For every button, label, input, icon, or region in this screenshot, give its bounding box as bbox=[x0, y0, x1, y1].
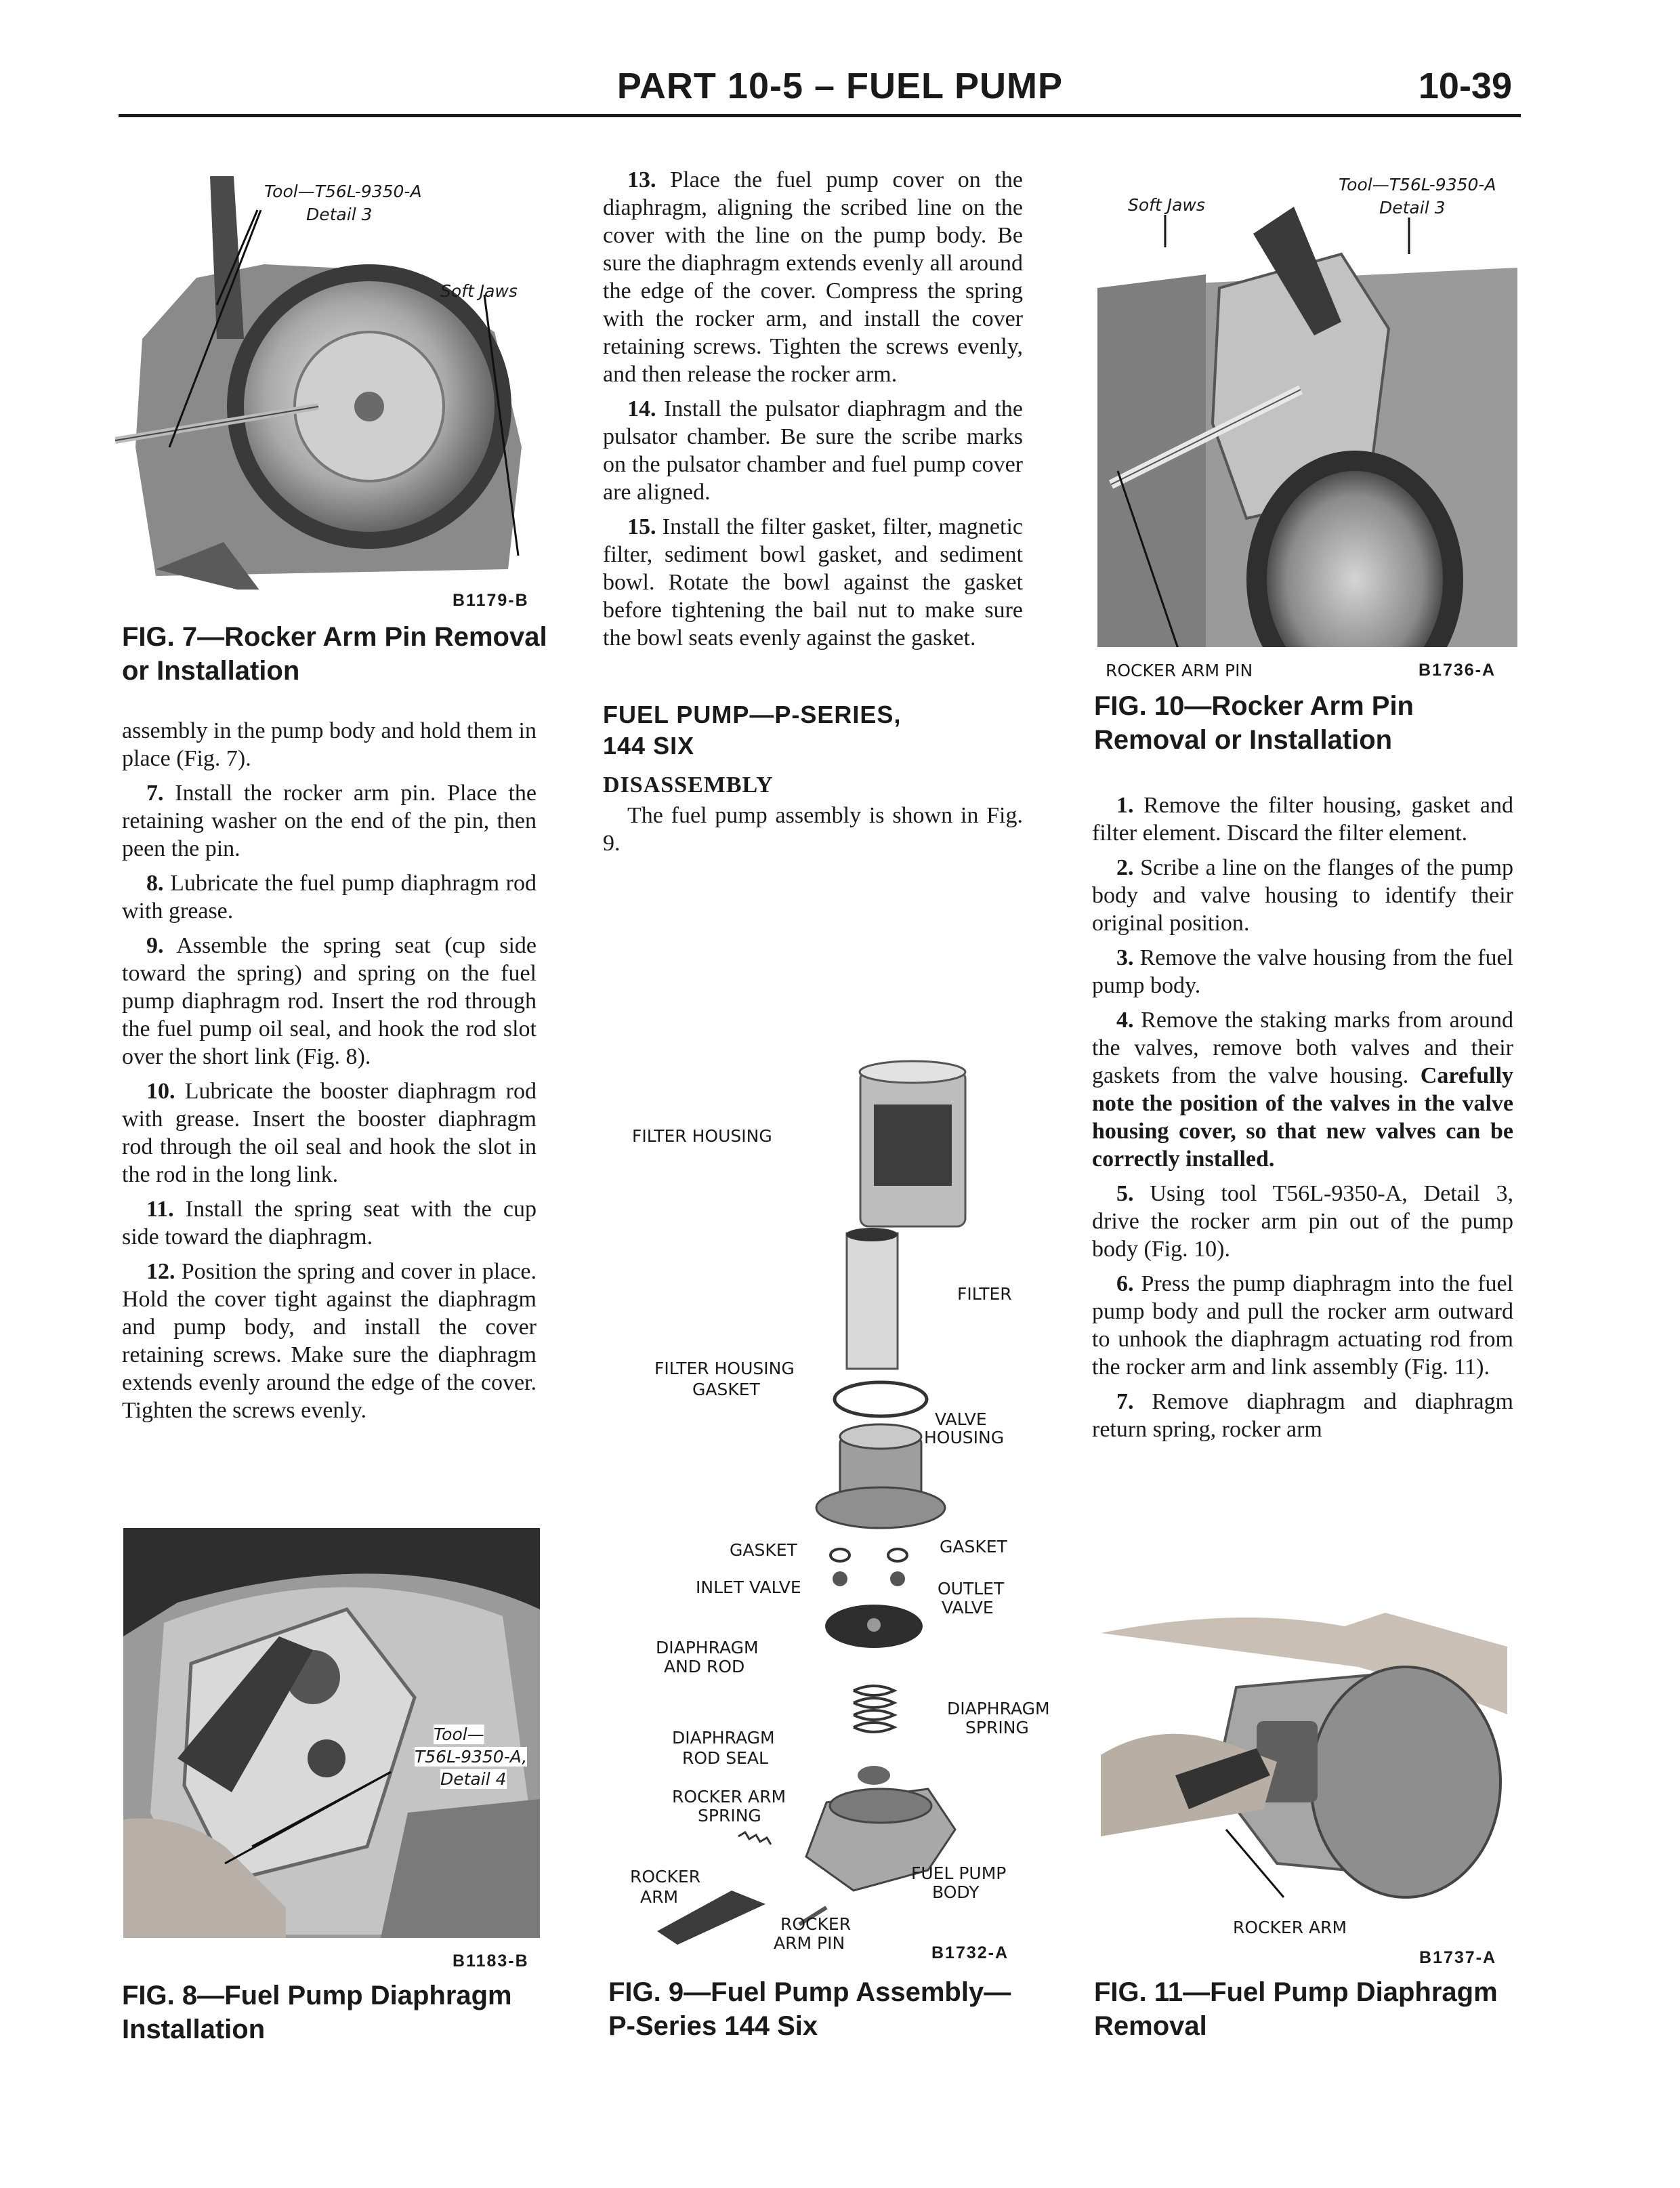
fig7-caption bbox=[122, 620, 555, 688]
header-rule bbox=[119, 114, 1521, 117]
fig10-photo bbox=[1097, 166, 1517, 647]
step-8: 8. Lubricate the fuel pump diaphragm rod with grease. bbox=[122, 871, 537, 924]
fig11-code: B1737-A bbox=[1419, 1948, 1497, 1967]
step-15: 15. Install the filter gasket, filter, magnetic filter, sediment bowl gasket, and sediment bowl. Rotate the bowl against the gasket before tightening the bail nut to make sure the bowl seats evenly against the gasket. bbox=[603, 514, 1024, 651]
fig11-caption-line1: FIG. 11—Fuel Pump Diaphragm bbox=[1094, 1977, 1498, 2007]
step-11: 11. Install the spring seat with the cup side toward the diaphragm. bbox=[122, 1197, 537, 1250]
fig9-rocker-arm-label-1: ROCKER bbox=[630, 1867, 701, 1886]
page-header-title: PART 10-5 – FUEL PUMP bbox=[616, 66, 1064, 106]
fig10-caption-line2: Removal or Installation bbox=[1094, 725, 1393, 755]
fig9-caption bbox=[608, 1975, 1042, 2043]
fig9-diaphragm-spring-label-2: SPRING bbox=[965, 1718, 1029, 1737]
fig10-detail-label: Detail 3 bbox=[1379, 198, 1446, 218]
section-heading bbox=[603, 699, 1023, 762]
fig10-caption bbox=[1094, 689, 1528, 757]
fig9-pump-body-label-2: BODY bbox=[932, 1882, 980, 1902]
fig8-tool-label-2: T56L-9350-A, bbox=[415, 1747, 528, 1767]
step-10: 10. Lubricate the booster diaphragm rod with grease. Insert the booster diaphragm rod through the oil seal and hook the slot in the rod in the long link. bbox=[122, 1079, 537, 1187]
fig9-rocker-arm-label-2: ARM bbox=[640, 1887, 679, 1907]
fig8-caption-line2: Installation bbox=[122, 2015, 266, 2044]
fig10-code: B1736-A bbox=[1419, 661, 1496, 680]
fig9-filter-gasket-label-2: GASKET bbox=[692, 1380, 760, 1399]
subsection-heading: DISASSEMBLY bbox=[603, 772, 774, 798]
fig9-filter-gasket-label-1: FILTER HOUSING bbox=[654, 1359, 795, 1378]
page-number: 10-39 bbox=[1418, 66, 1512, 106]
fig9-gasket-left-label: GASKET bbox=[730, 1540, 797, 1560]
disassembly-step-1: 1. Remove the filter housing, gasket and filter element. Discard the filter element. bbox=[1092, 793, 1514, 846]
fig9-outlet-valve-label-2: VALVE bbox=[942, 1598, 994, 1617]
fig9-code: B1732-A bbox=[931, 1943, 1009, 1962]
disassembly-step-2: 2. Scribe a line on the flanges of the pump body and valve housing to identify their original position. bbox=[1092, 855, 1513, 936]
fig11-caption-line2: Removal bbox=[1094, 2011, 1207, 2041]
fig9-diaphragm-rod-label-1: DIAPHRAGM bbox=[656, 1638, 759, 1657]
fig8-tool-label-3: Detail 4 bbox=[440, 1769, 507, 1789]
fig9-rod-seal-label-2: ROD SEAL bbox=[682, 1748, 768, 1768]
fig10-caption-line1: FIG. 10—Rocker Arm Pin bbox=[1094, 691, 1414, 721]
column-3-text bbox=[1092, 791, 1513, 1450]
fig7-caption-line1: FIG. 7—Rocker Arm Pin Removal bbox=[122, 622, 547, 652]
fig9-diaphragm-spring-label-1: DIAPHRAGM bbox=[947, 1699, 1050, 1718]
step-13: 13. Place the fuel pump cover on the diaphragm, aligning the scribed line on the cover with the line on the pump body. Be sure the diaphragm extends evenly all around the edge of the cover. Compress the spring with the rocker arm, and install the cover retaining screws. Tighten the screws evenly, and then release the rocker arm. bbox=[603, 167, 1024, 387]
fig9-valve-housing-label-1: VALVE bbox=[935, 1409, 987, 1429]
fig9-rocker-spring-label-2: SPRING bbox=[698, 1806, 761, 1825]
step-12: 12. Position the spring and cover in place. Hold the cover tight against the diaphragm and pump body, and install the cover retaining screws. Make sure the diaphragm extends evenly around the edge of the cover. Tighten the screws evenly. bbox=[122, 1259, 537, 1423]
fig8-caption bbox=[122, 1979, 555, 2046]
fig8-code: B1183-B bbox=[453, 1952, 529, 1970]
fig7-code: B1179-B bbox=[453, 591, 529, 610]
caution-note: Carefully note the position of the valves in the valve housing cover, so that new valves can be correctly installed. bbox=[1092, 1063, 1514, 1172]
fig11-photo bbox=[1101, 1606, 1517, 1945]
fig9-gasket-right-label: GASKET bbox=[940, 1537, 1007, 1556]
fig10-pin-label: ROCKER ARM PIN bbox=[1106, 661, 1253, 680]
fig7-jaws-label: Soft Jaws bbox=[440, 281, 518, 301]
column-1-text bbox=[122, 717, 537, 1431]
step-7: 7. Install the rocker arm pin. Place the retaining washer on the end of the pin, then peen the pin. bbox=[122, 781, 537, 861]
fig10-tool-label: Tool—T56L-9350-A bbox=[1339, 175, 1496, 194]
intro-paragraph: The fuel pump assembly is shown in Fig. 9. bbox=[603, 803, 1023, 856]
disassembly-step-3: 3. Remove the valve housing from the fuel pump body. bbox=[1092, 945, 1513, 998]
section-heading-line1: FUEL PUMP—P-SERIES, bbox=[603, 701, 902, 728]
fig9-caption-line1: FIG. 9—Fuel Pump Assembly— bbox=[608, 1977, 1011, 2007]
fig8-caption-line1: FIG. 8—Fuel Pump Diaphragm bbox=[122, 1981, 512, 2010]
fig9-diaphragm-rod-label-2: AND ROD bbox=[664, 1657, 745, 1676]
paragraph-continued: assembly in the pump body and hold them in place (Fig. 7). bbox=[122, 718, 537, 771]
fig7-detail-label: Detail 3 bbox=[306, 205, 373, 224]
step-9: 9. Assemble the spring seat (cup side toward the spring) and spring on the fuel pump diaphragm rod. Insert the rod through the fuel pump oil seal, and hook the rod slot over the short link (Fig. 8). bbox=[122, 933, 537, 1069]
column-2-text bbox=[603, 166, 1023, 864]
fig11-caption bbox=[1094, 1975, 1528, 2043]
fig9-filter-housing-label: FILTER HOUSING bbox=[632, 1126, 772, 1146]
fig10-jaws-label: Soft Jaws bbox=[1128, 195, 1205, 215]
disassembly-step-4: 4. Remove the staking marks from around the valves, remove both valves and their gaskets from the valve housing. Carefully note the position of the valves in the valve housing cover, so that new valves can be correctly installed. bbox=[1092, 1008, 1514, 1172]
fig9-illustration bbox=[610, 1057, 1030, 1958]
disassembly-step-6: 6. Press the pump diaphragm into the fuel pump body and pull the rocker arm outward to unhook the diaphragm actuating rod from the rocker arm and link assembly (Fig. 11). bbox=[1092, 1271, 1513, 1380]
fig9-caption-line2: P-Series 144 Six bbox=[608, 2011, 818, 2041]
fig9-outlet-valve-label-1: OUTLET bbox=[938, 1579, 1005, 1598]
fig9-pump-body-label-1: FUEL PUMP bbox=[911, 1863, 1007, 1883]
fig9-inlet-valve-label: INLET VALVE bbox=[696, 1577, 801, 1597]
fig7-tool-label: Tool—T56L-9350-A bbox=[264, 182, 422, 201]
fig9-rocker-pin-label-1: ROCKER bbox=[780, 1914, 852, 1934]
fig7-photo bbox=[115, 163, 535, 590]
fig7-caption-line2: or Installation bbox=[122, 656, 300, 686]
disassembly-step-5: 5. Using tool T56L-9350-A, Detail 3, drive the rocker arm pin out of the pump body (Fig. 10). bbox=[1092, 1181, 1514, 1262]
disassembly-step-7: 7. Remove diaphragm and diaphragm return spring, rocker arm bbox=[1092, 1389, 1513, 1442]
fig11-rocker-label: ROCKER ARM bbox=[1233, 1918, 1347, 1937]
step-14: 14. Install the pulsator diaphragm and the pulsator chamber. Be sure the scribe marks on the pulsator chamber and fuel pump cover are aligned. bbox=[603, 396, 1023, 505]
fig8-tool-label-1: Tool— bbox=[434, 1725, 484, 1744]
section-heading-line2: 144 SIX bbox=[603, 732, 695, 760]
fig9-filter-label: FILTER bbox=[957, 1284, 1012, 1304]
fig9-valve-housing-label-2: HOUSING bbox=[924, 1428, 1005, 1447]
fig9-rod-seal-label-1: DIAPHRAGM bbox=[672, 1728, 775, 1748]
fig9-rocker-pin-label-2: ARM PIN bbox=[774, 1933, 845, 1953]
fig9-rocker-spring-label-1: ROCKER ARM bbox=[672, 1787, 786, 1807]
